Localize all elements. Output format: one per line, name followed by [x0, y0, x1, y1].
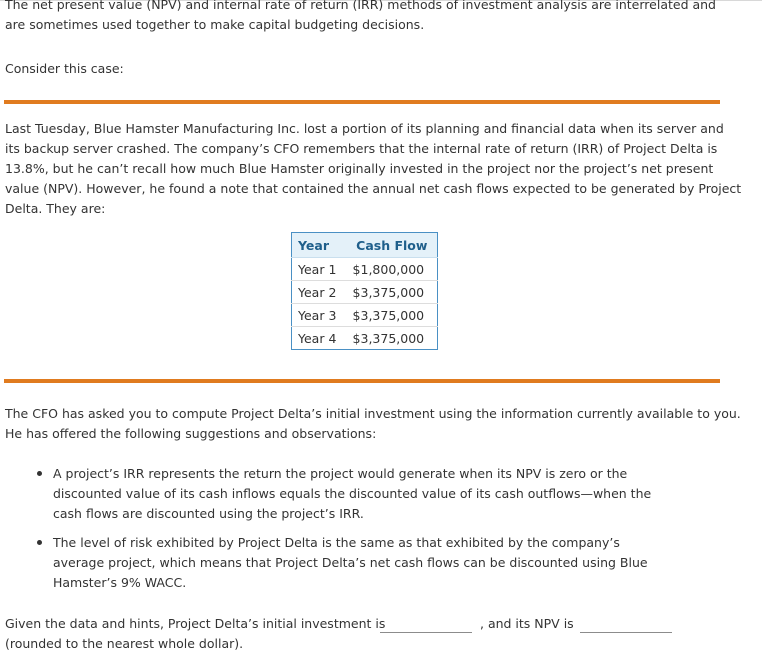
cash-flow-table	[291, 232, 438, 350]
table-row	[292, 258, 438, 281]
hint-line: average project, which means that Project Delta’s net cash flows can be discounted using Blue	[53, 555, 648, 570]
section-divider-2	[4, 379, 720, 383]
hint-item-irr	[53, 464, 663, 524]
hint-line: A project’s IRR represents the return the project would generate when its NPV is zero or the	[53, 466, 628, 481]
initial-investment-answer-field[interactable]	[380, 632, 472, 633]
hint-line: discounted value of its cash inflows equals the discounted value of its cash outflows—when the	[53, 486, 652, 501]
cash-flow-cell: $3,375,000	[352, 330, 425, 346]
answer-middle: , and its NPV is	[480, 616, 574, 631]
case-line-4: value (NPV). However, he found a note that contained the annual net cash flows expected to be generated by Project	[5, 181, 742, 196]
table-row	[292, 327, 438, 350]
cash-flow-cell: $3,375,000	[347, 304, 438, 327]
answer-suffix: (rounded to the nearest whole dollar).	[5, 636, 244, 651]
table-header-row	[292, 233, 438, 258]
year-cell: Year 4	[298, 330, 337, 346]
case-line-1: Last Tuesday, Blue Hamster Manufacturing Inc. lost a portion of its planning and financial data when its server and	[5, 121, 724, 136]
hint-line: The level of risk exhibited by Project Delta is the same as that exhibited by the company’s	[53, 535, 620, 550]
case-line-2: its backup server crashed. The company’s CFO remembers that the internal rate of return (IRR) of Project Delta is	[5, 141, 718, 156]
consider-label: Consider this case:	[5, 61, 124, 76]
table-row	[292, 281, 438, 304]
year-cell: Year 1	[292, 258, 347, 281]
section-divider-1	[4, 100, 720, 104]
cfo-request-line-1: The CFO has asked you to compute Project Delta’s initial investment using the information currently available to you.	[5, 406, 741, 421]
cfo-request-line-2: He has offered the following suggestions and observations:	[5, 426, 377, 441]
year-cell: Year 3	[292, 304, 347, 327]
case-line-5: Delta. They are:	[5, 201, 106, 216]
header-cash-flow: Cash Flow	[347, 233, 438, 258]
intro-line-2: are sometimes used together to make capital budgeting decisions.	[5, 17, 425, 32]
header-year: Year	[292, 233, 347, 258]
hint-item-wacc	[53, 533, 663, 593]
npv-answer-field[interactable]	[580, 632, 672, 633]
hint-line: cash flows are discounted using the project’s IRR.	[53, 506, 364, 521]
year-cell: Year 2	[292, 281, 347, 304]
intro-line-1: The net present value (NPV) and internal rate of return (IRR) methods of investment analysis are interrelated and	[5, 0, 716, 12]
table-row	[292, 304, 438, 327]
hint-line: Hamster’s 9% WACC.	[53, 575, 187, 590]
cash-flow-cell: $3,375,000	[347, 281, 438, 304]
cash-flow-cell: $1,800,000	[347, 258, 438, 281]
case-line-3: 13.8%, but he can’t recall how much Blue Hamster originally invested in the project nor the project’s net present	[5, 161, 714, 176]
hints-list	[30, 464, 663, 602]
answer-prefix: Given the data and hints, Project Delta’s initial investment is	[5, 616, 386, 631]
